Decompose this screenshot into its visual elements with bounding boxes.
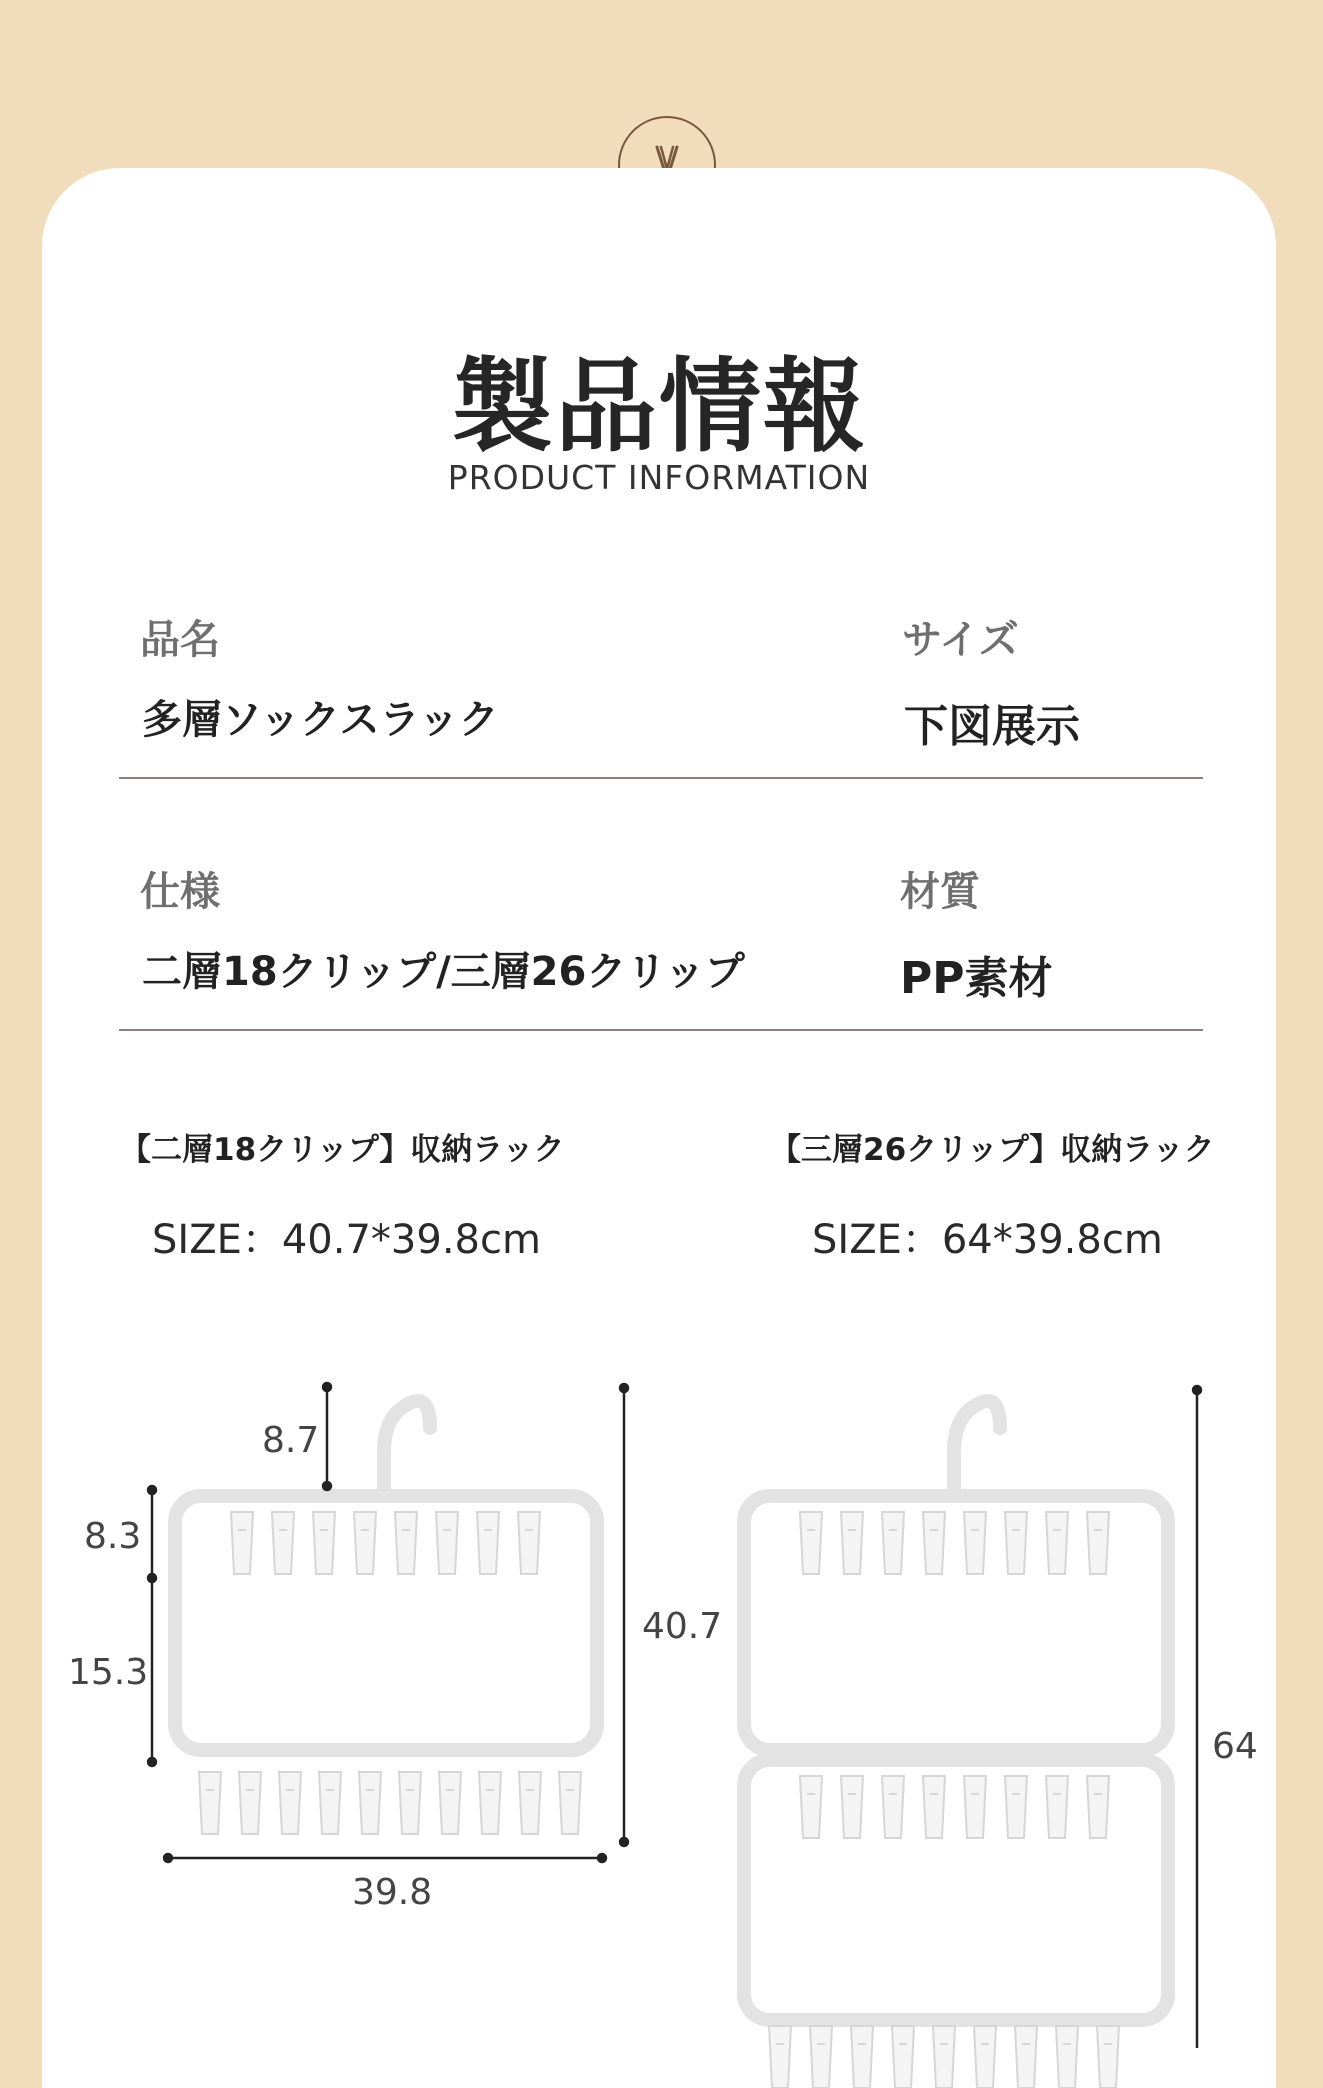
spec-value: 二層18クリップ/三層26クリップ — [142, 949, 745, 995]
size-label: サイズ — [902, 617, 1019, 663]
clothespin-clip — [882, 1776, 904, 1838]
page-title: 製品情報 — [451, 348, 867, 467]
spec-label: 仕様 — [140, 869, 220, 915]
clothespin-clip — [882, 1512, 904, 1574]
clothespin-clip — [1056, 2026, 1078, 2088]
two-tier-top-clips — [231, 1512, 540, 1574]
clothespin-clip — [479, 1772, 501, 1834]
clothespin-clip — [518, 1512, 540, 1574]
clothespin-clip — [319, 1772, 341, 1834]
clothespin-clip — [974, 2026, 996, 2088]
clothespin-clip — [436, 1512, 458, 1574]
clothespin-clip — [841, 1776, 863, 1838]
three-tier-bottom-clips — [769, 2026, 1119, 2088]
clothespin-clip — [841, 1512, 863, 1574]
dim-hook: 8.7 — [262, 1420, 320, 1461]
clothespin-clip — [810, 2026, 832, 2088]
clothespin-clip — [769, 2026, 791, 2088]
clothespin-clip — [1097, 2026, 1119, 2088]
clothespin-clip — [933, 2026, 955, 2088]
clothespin-clip — [964, 1512, 986, 1574]
clothespin-clip — [923, 1512, 945, 1574]
clothespin-clip — [199, 1772, 221, 1834]
clothespin-clip — [395, 1512, 417, 1574]
dim-inner: 15.3 — [68, 1652, 149, 1693]
three-tier-caption: 【三層26クリップ】収納ラック — [770, 1132, 1215, 1168]
clothespin-clip — [354, 1512, 376, 1574]
clothespin-clip — [1005, 1512, 1027, 1574]
two-tier-size: SIZE：40.7*39.8cm — [152, 1217, 541, 1263]
page-subtitle: PRODUCT INFORMATION — [447, 458, 871, 497]
dim-top-gap: 8.3 — [84, 1516, 142, 1557]
three-tier-rack — [744, 1401, 1168, 2020]
clothespin-clip — [892, 2026, 914, 2088]
dim-height-two: 40.7 — [642, 1606, 723, 1647]
two-tier-rack — [175, 1401, 597, 1750]
clothespin-clip — [477, 1512, 499, 1574]
clothespin-clip — [800, 1776, 822, 1838]
clothespin-clip — [559, 1772, 581, 1834]
clothespin-clip — [359, 1772, 381, 1834]
clothespin-clip — [439, 1772, 461, 1834]
clothespin-clip — [1087, 1512, 1109, 1574]
size-value: 下図展示 — [904, 701, 1080, 752]
dim-height-three: 64 — [1212, 1726, 1258, 1767]
two-tier-bottom-clips — [199, 1772, 581, 1834]
clothespin-clip — [231, 1512, 253, 1574]
clothespin-clip — [239, 1772, 261, 1834]
clothespin-clip — [800, 1512, 822, 1574]
two-tier-caption: 【二層18クリップ】収納ラック — [120, 1132, 565, 1168]
dim-width: 39.8 — [352, 1872, 433, 1913]
material-value: PP素材 — [900, 953, 1053, 1004]
clothespin-clip — [964, 1776, 986, 1838]
clothespin-clip — [1046, 1512, 1068, 1574]
clothespin-clip — [519, 1772, 541, 1834]
material-label: 材質 — [900, 869, 980, 915]
clothespin-clip — [313, 1512, 335, 1574]
clothespin-clip — [851, 2026, 873, 2088]
three-tier-size: SIZE：64*39.8cm — [812, 1217, 1163, 1263]
three-tier-top-clips — [800, 1512, 1109, 1574]
clothespin-clip — [1005, 1776, 1027, 1838]
clothespin-clip — [1087, 1776, 1109, 1838]
clothespin-clip — [272, 1512, 294, 1574]
name-value: 多層ソックスラック — [142, 697, 499, 743]
three-tier-middle-clips — [800, 1776, 1109, 1838]
clothespin-clip — [923, 1776, 945, 1838]
clothespin-clip — [1046, 1776, 1068, 1838]
clothespin-clip — [279, 1772, 301, 1834]
clothespin-clip — [399, 1772, 421, 1834]
clothespin-clip — [1015, 2026, 1037, 2088]
three-tier-dimension-lines — [1193, 1386, 1201, 2048]
name-label: 品名 — [140, 617, 220, 663]
